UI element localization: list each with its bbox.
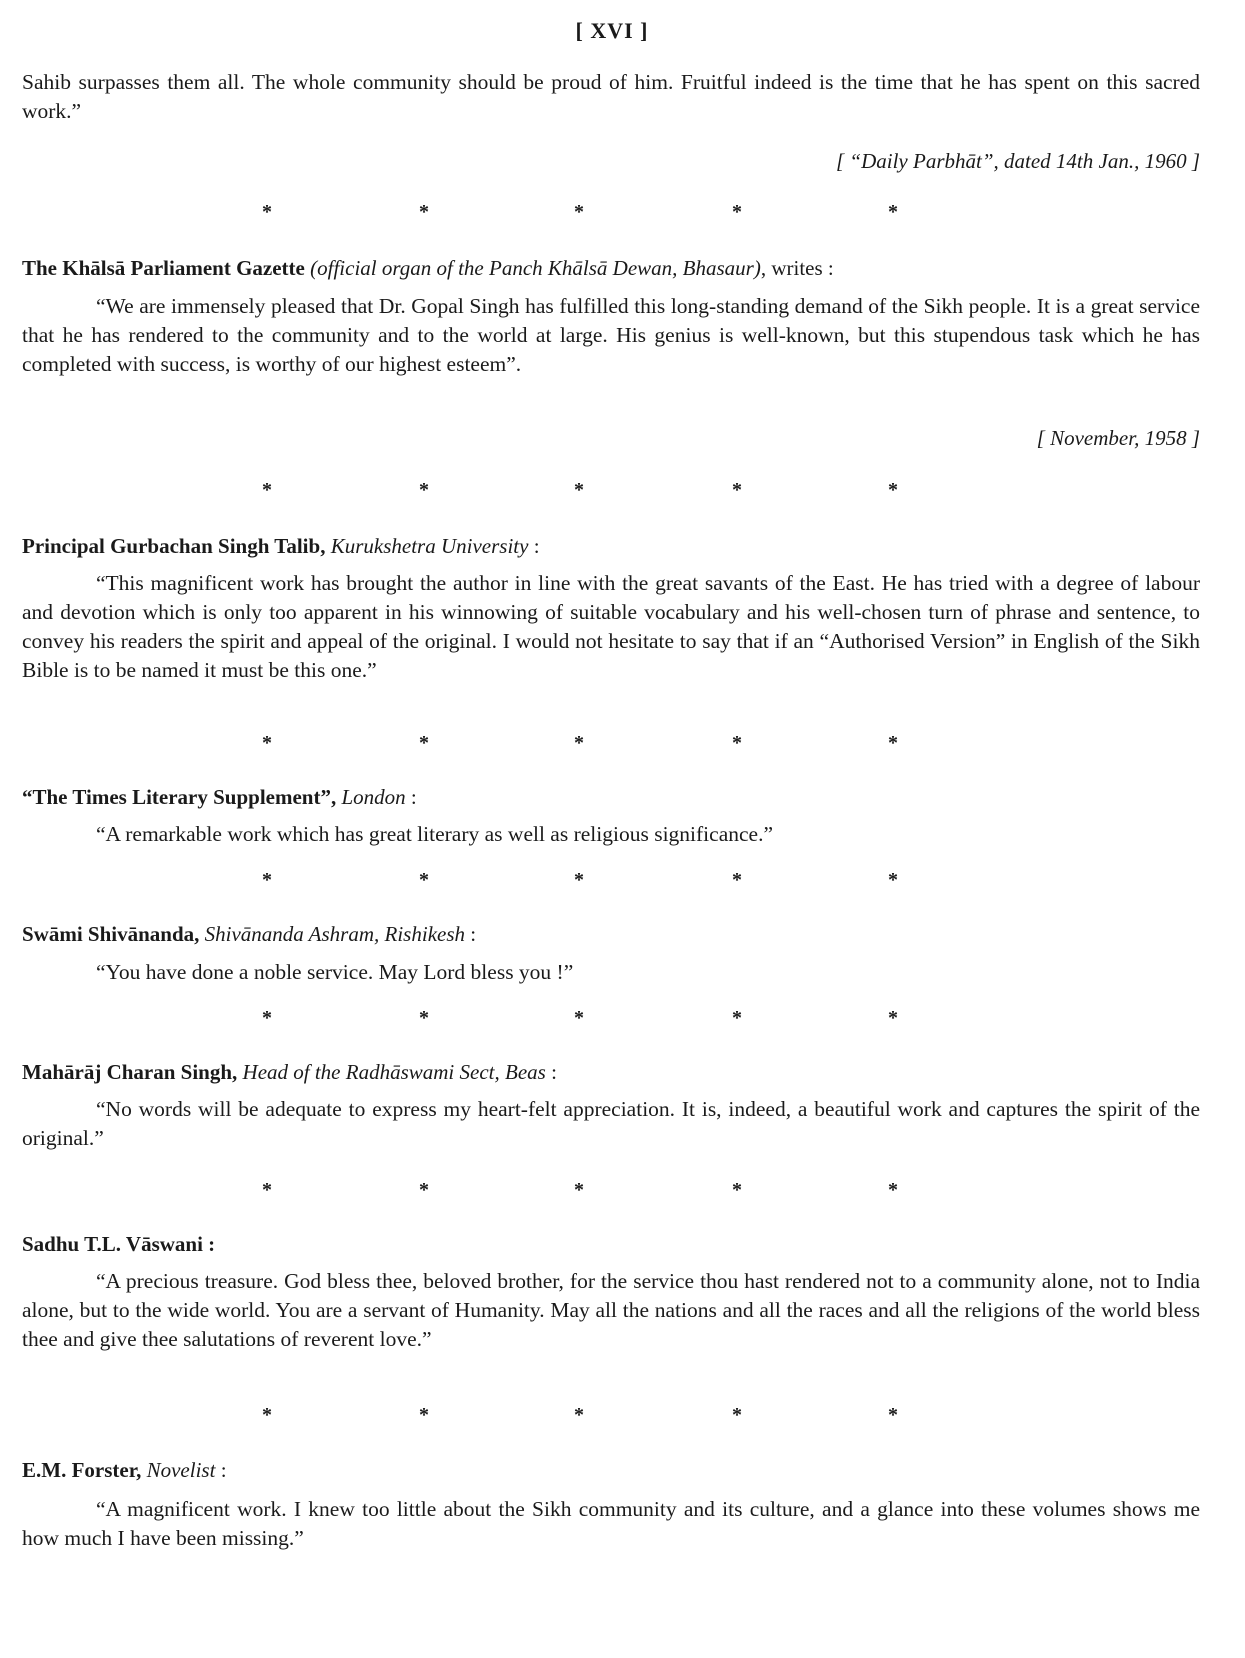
reviewer-affiliation: Novelist [146,1458,216,1482]
separator-star: * [574,1404,584,1426]
separator-star: * [419,732,429,754]
separator-star: * [888,201,898,223]
separator-star: * [574,1179,584,1201]
review-source [22,534,540,559]
separator-star: * [732,201,742,223]
separator-star: * [262,201,272,223]
review-source [22,1458,227,1483]
review-quote: “No words will be adequate to express my heart-felt appreciation. It is, indeed, a beautiful work and captures the spirit of the original.” [22,1097,1200,1150]
separator-star: * [732,732,742,754]
section-separator [22,1178,1202,1202]
reviewer-affiliation: Head of the Radhāswami Sect, Beas [242,1060,546,1084]
review-quote: “A precious treasure. God bless thee, beloved brother, for the service thou hast rendered not to a community alone, not to India alone, but to the wide world. You are a servant of Humanity. May all the nations and all the races and all the religions of the world bless thee and give thee salutations of reverent love.” [22,1269,1200,1351]
separator-star: * [262,1179,272,1201]
reviewer-name: E.M. Forster, [22,1458,142,1482]
separator-star: * [419,869,429,891]
review-quote: “A magnificent work. I knew too little about the Sikh community and its culture, and a glance into these volumes shows me how much I have been missing.” [22,1497,1200,1550]
reviewer-affiliation: Kurukshetra University [330,534,529,558]
separator-star: * [888,1179,898,1201]
reviewer-affiliation: London [341,785,406,809]
separator-star: * [732,479,742,501]
separator-star: * [888,479,898,501]
reviewer-suffix: : [405,785,417,809]
review-quote: “We are immensely pleased that Dr. Gopal Singh has fulfilled this long-standing demand of the Sikh people. It is a great service that he has rendered to the community and to the world at large. His genius is well-known, but this stupendous task which he has completed with success, is worthy of our highest esteem”. [22,294,1200,376]
review-quote: “A remarkable work which has great literary as well as religious significance.” [96,822,773,846]
separator-star: * [732,869,742,891]
reviewer-name: Principal Gurbachan Singh Talib, [22,534,326,558]
separator-star: * [419,1404,429,1426]
separator-star: * [574,201,584,223]
section-separator [22,1403,1202,1427]
reviewer-name: Sadhu T.L. Vāswani : [22,1232,216,1256]
separator-star: * [732,1404,742,1426]
section-separator [22,1006,1202,1030]
section-separator [22,731,1202,755]
review-quote: “You have done a noble service. May Lord bless you !” [96,960,574,984]
separator-star: * [419,1007,429,1029]
reviewer-name: Mahārāj Charan Singh, [22,1060,238,1084]
separator-star: * [888,1007,898,1029]
reviewer-affiliation: (official organ of the Panch Khālsā Dewan, Bhasaur) [310,256,761,280]
separator-star: * [262,732,272,754]
section-separator [22,200,1202,224]
section-separator [22,868,1202,892]
separator-star: * [262,1404,272,1426]
reviewer-suffix: : [465,922,477,946]
reviewer-name: The Khālsā Parliament Gazette [22,256,305,280]
separator-star: * [574,869,584,891]
reviewer-name: Swāmi Shivānanda, [22,922,200,946]
separator-star: * [262,1007,272,1029]
review-source [22,922,476,947]
review-attribution: [ “Daily Parbhāt”, dated 14th Jan., 1960 ] [835,149,1200,173]
review-attribution: [ November, 1958 ] [1036,426,1200,450]
reviewer-suffix: : [215,1458,227,1482]
review-source [22,1060,557,1085]
separator-star: * [574,732,584,754]
separator-star: * [574,479,584,501]
separator-star: * [262,479,272,501]
review-source [22,256,834,281]
review-quote: Sahib surpasses them all. The whole community should be proud of him. Fruitful indeed is the time that he has spent on this sacred work.” [22,70,1200,123]
page-number: [ XVI ] [575,18,649,43]
review-quote: “This magnificent work has brought the author in line with the great savants of the East. He has tried with a degree of labour and devotion which is only too apparent in his winnowing of suitable vocabulary and his well-chosen turn of phrase and sentence, to convey his readers the spirit and appeal of the original. I would not hesitate to say that if an “Authorised Version” in English of the Sikh Bible is to be named it must be this one.” [22,571,1200,682]
separator-star: * [262,869,272,891]
review-source [22,785,417,810]
separator-star: * [888,1404,898,1426]
separator-star: * [888,732,898,754]
separator-star: * [419,479,429,501]
separator-star: * [419,201,429,223]
reviewer-affiliation: Shivānanda Ashram, Rishikesh [204,922,466,946]
separator-star: * [732,1179,742,1201]
reviewer-name: “The Times Literary Supplement”, [22,785,337,809]
separator-star: * [419,1179,429,1201]
separator-star: * [732,1007,742,1029]
separator-star: * [574,1007,584,1029]
review-source [22,1232,215,1257]
reviewer-suffix: : [528,534,540,558]
reviewer-suffix: : [545,1060,557,1084]
reviewer-suffix: , writes : [760,256,834,280]
section-separator [22,478,1202,502]
document-page [22,10,1202,1650]
separator-star: * [888,869,898,891]
